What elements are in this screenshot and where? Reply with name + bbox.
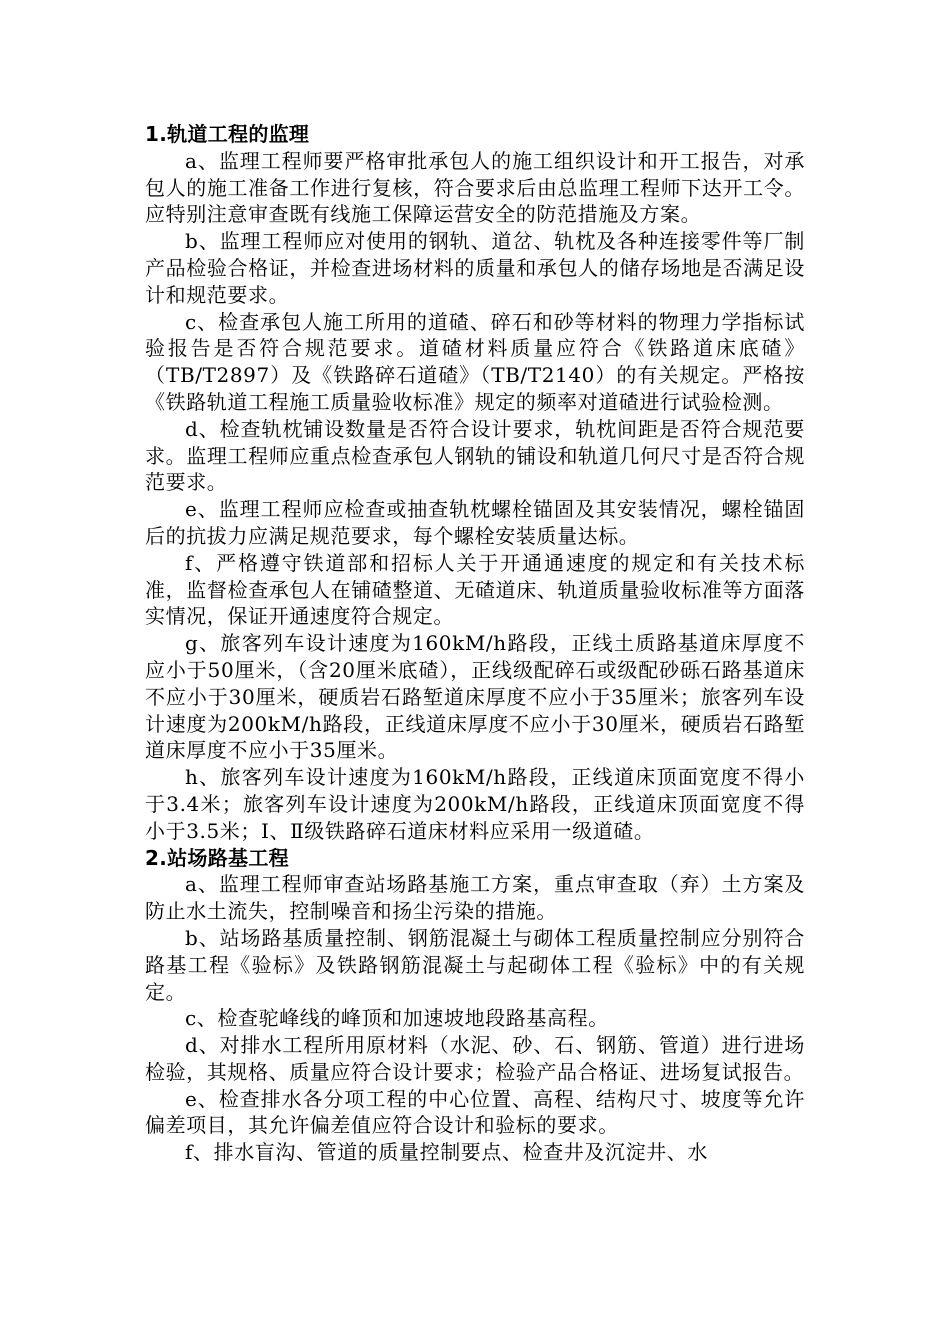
paragraph: g、旅客列车设计速度为160kM/h路段，正线土质路基道床厚度不应小于50厘米，（含20厘米底碴），正线级配碎石或级配砂砾石路基道床不应小于30厘米，硬质岩石路堑道床厚度不应小于35厘米；旅客列车设计速度为200kM/h路段，正线道床厚度不应小于30厘米，硬质岩石路堑道床厚度不应小于35厘米。: [145, 631, 805, 763]
document-page: [145, 121, 805, 1166]
paragraph: a、监理工程师审查站场路基施工方案，重点审查取（弃）土方案及防止水土流失，控制噪音和扬尘污染的措施。: [145, 872, 805, 924]
paragraph: f、排水盲沟、管道的质量控制要点、检查井及沉淀井、水: [185, 1140, 709, 1165]
paragraph: c、检查驼峰线的峰顶和加速坡地段路基高程。: [185, 1006, 609, 1031]
paragraph: c、检查承包人施工所用的道碴、碎石和砂等材料的物理力学指标试验报告是否符合规范要求。道碴材料质量应符合《铁路道床底碴》（TB/T2897）及《铁路碎石道碴》（TB/T2140）的有关规定。严格按《铁路轨道工程施工质量验收标准》规定的频率对道碴进行试验检测。: [145, 309, 805, 414]
paragraph: d、检查轨枕铺设数量是否符合设计要求，轨枕间距是否符合规范要求。监理工程师应重点检查承包人钢轨的铺设和轨道几何尺寸是否符合规范要求。: [145, 416, 805, 495]
section-heading: 2.站场路基工程: [145, 845, 289, 870]
paragraph: b、监理工程师应对使用的钢轨、道岔、轨枕及各种连接零件等厂制产品检验合格证，并检查进场材料的质量和承包人的储存场地是否满足设计和规范要求。: [145, 229, 805, 307]
paragraph: e、检查排水各分项工程的中心位置、高程、结构尺寸、坡度等允许偏差项目，其允许偏差值应符合设计和验标的要求。: [145, 1086, 805, 1138]
paragraph: h、旅客列车设计速度为160kM/h路段，正线道床顶面宽度不得小于3.4米；旅客列车设计速度为200kM/h路段，正线道床顶面宽度不得小于3.5米；Ⅰ、Ⅱ级铁路碎石道床材料应采用一级道碴。: [145, 765, 805, 843]
paragraph: e、监理工程师应检查或抽查轨枕螺栓锚固及其安装情况，螺栓锚固后的抗拔力应满足规范要求，每个螺栓安装质量达标。: [145, 497, 805, 548]
paragraph: a、监理工程师要严格审批承包人的施工组织设计和开工报告，对承包人的施工准备工作进行复核，符合要求后由总监理工程师下达开工令。应特别注意审查既有线施工保障运营安全的防范措施及方案。: [145, 148, 805, 227]
paragraph: d、对排水工程所用原材料（水泥、砂、石、钢筋、管道）进行进场检验，其规格、质量应符合设计要求；检验产品合格证、进场复试报告。: [145, 1033, 805, 1084]
section-track-supervision: [145, 121, 805, 845]
paragraph: f、严格遵守铁道部和招标人关于开通通速度的规定和有关技术标准，监督检查承包人在铺碴整道、无碴道床、轨道质量验收标准等方面落实情况，保证开通速度符合规定。: [145, 550, 805, 629]
section-heading: 1.轨道工程的监理: [145, 122, 310, 146]
section-station-subgrade: [145, 845, 805, 1167]
paragraph: b、站场路基质量控制、钢筋混凝土与砌体工程质量控制应分别符合路基工程《验标》及铁路钢筋混凝土与起砌体工程《验标》中的有关规定。: [145, 925, 805, 1004]
